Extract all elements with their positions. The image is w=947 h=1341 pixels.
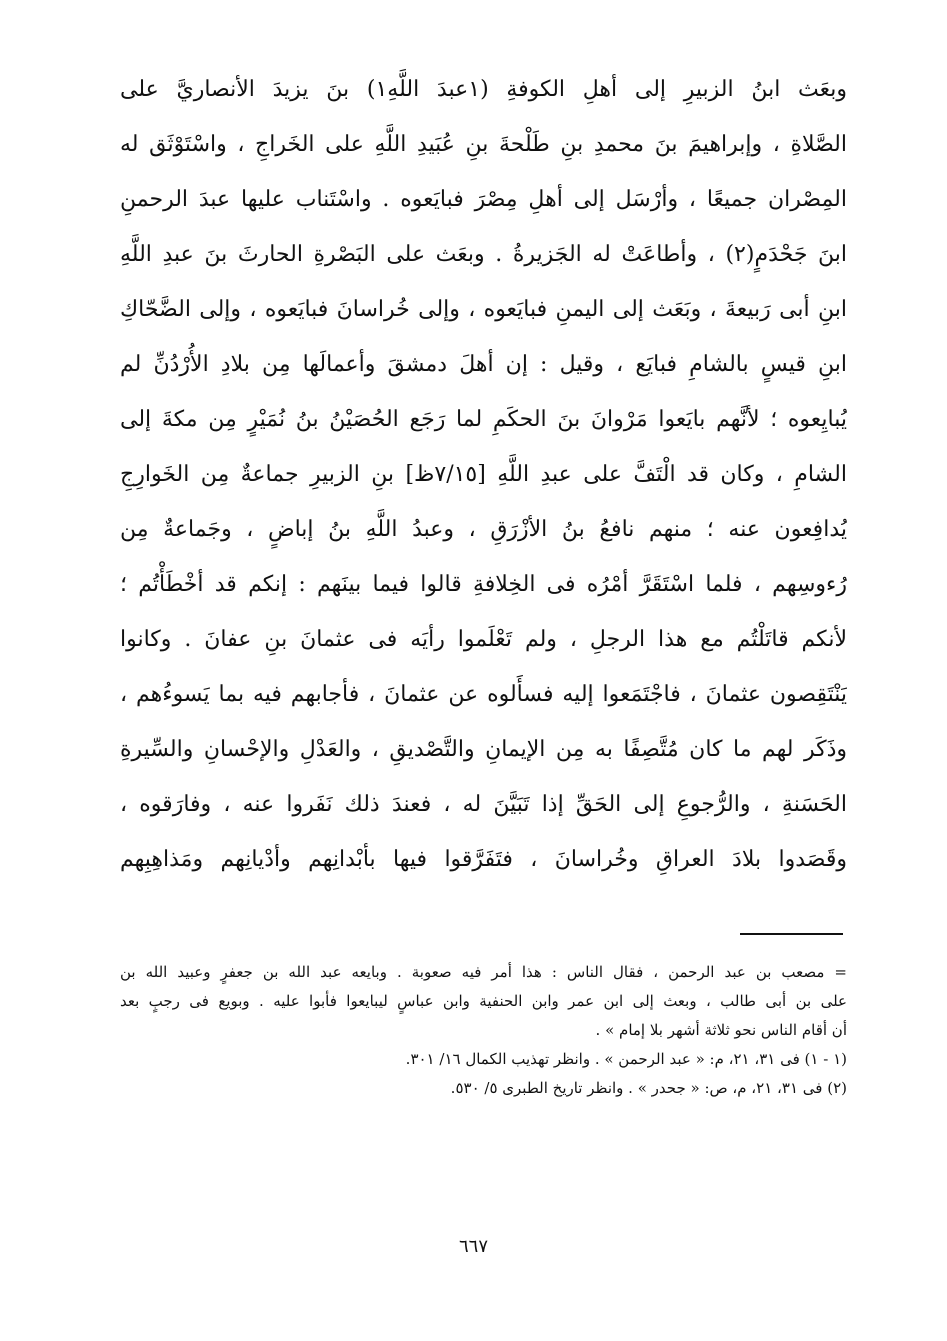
text-line-8: الشامِ ، وكان قد الْتَفَّ على عبدِ اللَّهِ [٧/١٥ظ] بنِ الزبيرِ جماعةٌ مِن الخَوارِجِ <box>120 462 847 487</box>
footnote-continuation-line-2: على بن أبى طالب ، وبعث إلى ابن عمر وابن الحنفية وابن عباسٍ ليبايعوا فأبوا عليه . وبويع فى رجبٍ بعد <box>120 992 847 1010</box>
footnotes-block <box>120 958 847 1103</box>
page-number: ٦٦٧ <box>458 1236 488 1257</box>
text-line-4: ابنَ جَحْدَمٍ(٢) ، وأطاعَتْ له الجَزيرةُ . وبعَث على البَصْرةِ الحارثَ بنَ عبدِ اللَّهِ <box>120 242 847 267</box>
footnote-continuation-line-1: = مصعب بن عبد الرحمن ، فقال الناس : هذا أمر فيه صعوبة . وبايعه عبد الله بن جعفرٍ وعبيد الله بن <box>120 963 847 981</box>
text-line-10: رُءوسِهم ، فلما اسْتَقَرَّ أمْرُه فى الخِلافةِ قالوا فيما بينَهم : إنكم قد أخْطَأْتُم ؛ <box>120 572 847 597</box>
text-line-3: المِصْران جميعًا ، وأرْسَل إلى أهلِ مِصْرَ فبايَعوه . واسْتَناب عليها عبدَ الرحمنِ <box>120 187 847 212</box>
text-line-7: يُبايِعوه ؛ لأنَّهم بايَعوا مَرْوانَ بنَ الحكَمِ لما رَجَع الحُصَيْنُ بنُ نُمَيْرٍ مِن مكةَ إلى <box>120 407 847 432</box>
text-line-2: الصَّلاةِ ، وإبراهيمَ بنَ محمدِ بنِ طَلْحةَ بنِ عُبَيدِ اللَّهِ على الخَراجِ ، واسْتَوْثَق له <box>120 132 847 157</box>
text-line-11: لأنكم قاتَلْتُم مع هذا الرجلِ ، ولم تَعْلَموا رأيَه فى عثمانَ بنِ عفانَ . وكانوا <box>120 627 847 652</box>
footnote-separator <box>740 933 843 935</box>
footnote-continuation-line-3: أن أقام الناس نحو ثلاثة أشهر بلا إمام » . <box>595 1021 847 1039</box>
text-line-13: وذَكَر لهم ما كان مُتَّصِفًا به مِن الإيمانِ والتَّصْديقِ ، والعَدْلِ والإحْسانِ والسِّيرةِ <box>120 737 847 762</box>
footnote-1: (١ - ١) فى ٣١، ٢١، م: « عبد الرحمن » . وانظر تهذيب الكمال ١٦/ ٣٠١. <box>405 1050 847 1068</box>
footnote-2: (٢) فى ٣١، ٢١، م، ص: « جحدر » . وانظر تاريخ الطبرى ٥/ ٥٣٠. <box>450 1079 847 1097</box>
text-line-6: ابنِ قيسٍ بالشامِ فبايَع ، وقيل : إن أهلَ دمشقَ وأعمالَها مِن بلادِ الأُرْدُنِّ لم <box>120 352 847 377</box>
text-line-5: ابنِ أبى رَبيعةَ ، وبَعَث إلى اليمنِ فبايَعوه ، وإلى خُراسانَ فبايَعوه ، وإلى الضَّحّاكِ <box>120 297 847 322</box>
text-line-15: وقَصَدوا بلادَ العراقِ وخُراسانَ ، فتَفَرَّقوا فيها بأبْدانِهم وأدْيانِهم ومَذاهِبِهم <box>120 847 847 872</box>
text-line-14: الحَسَنةِ ، والرُّجوعِ إلى الحَقِّ إذا تَبَيَّنَ له ، فعندَ ذلك نَفَروا عنه ، وفارَقوه ، <box>120 792 847 817</box>
text-line-9: يُدافِعون عنه ؛ منهم نافعُ بنُ الأزْرَقِ ، وعبدُ اللَّهِ بنُ إباضٍ ، وجَماعةٌ مِن <box>120 517 847 542</box>
text-line-1: وبعَث ابنُ الزبيرِ إلى أهلِ الكوفةِ (١عبدَ اللَّهِ١) بنَ يزيدَ الأنصاريَّ على <box>120 77 847 102</box>
text-line-12: يَنْتَقِصون عثمانَ ، فاجْتَمَعوا إليه فسأَلوه عن عثمانَ ، فأجابهم فيه بما يَسوءُهم ، <box>120 682 847 707</box>
main-text-block <box>120 62 847 887</box>
